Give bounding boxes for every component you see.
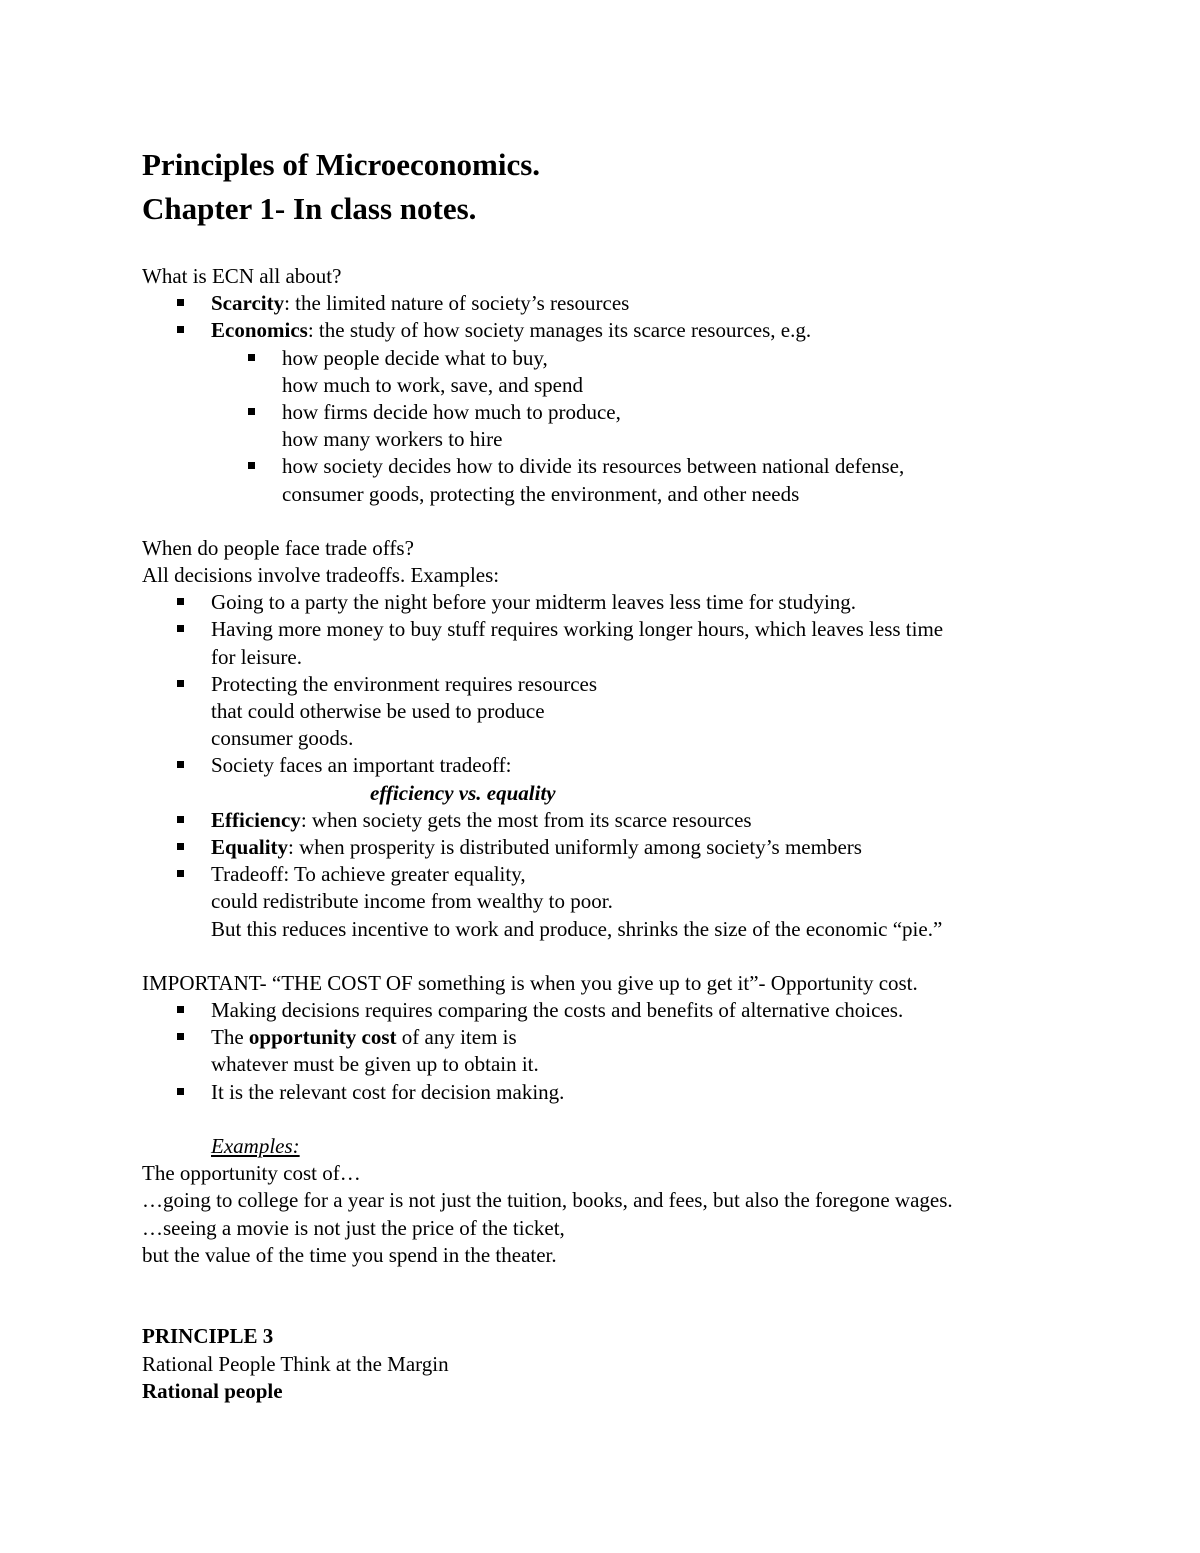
sub-bullet-continuation: how many workers to hire <box>282 427 503 452</box>
bullet-text: It is the relevant cost for decision making. <box>211 1079 565 1104</box>
bullet-text: Protecting the environment requires resources <box>211 671 598 696</box>
square-bullet-icon <box>177 1088 184 1095</box>
spacer <box>142 1106 1152 1133</box>
bold-line <box>142 1378 1152 1405</box>
square-bullet-icon <box>177 761 184 768</box>
bullet-text: Tradeoff: To achieve greater equality, <box>211 862 526 887</box>
spacer <box>142 943 1152 970</box>
example-line: but the value of the time you spend in the theater. <box>142 1242 557 1267</box>
bullet-continuation: for leisure. <box>211 644 302 669</box>
example-line: …seeing a movie is not just the price of the ticket, <box>142 1215 565 1240</box>
bullet-item <box>142 997 1152 1024</box>
bullet-item <box>142 861 1152 888</box>
document-title <box>142 143 540 231</box>
definition-text: : when prosperity is distributed uniformly among society’s members <box>288 834 862 859</box>
definition-text: : the limited nature of society’s resources <box>284 291 630 316</box>
important-heading: IMPORTANT- “THE COST OF something is when you give up to get it”- Opportunity cost. <box>142 970 918 995</box>
title-line-1: Principles of Microeconomics. <box>142 147 541 182</box>
square-bullet-icon <box>177 843 184 850</box>
term-scarcity: Scarcity <box>211 291 285 316</box>
bullet-text: Society faces an important tradeoff: <box>211 753 512 778</box>
bullet-text-prefix: The <box>211 1025 249 1050</box>
principle-heading-text: PRINCIPLE 3 <box>142 1324 274 1349</box>
bullet-item <box>142 290 1152 317</box>
bullet-item <box>142 752 1152 779</box>
sub-bullet-item <box>142 399 1152 426</box>
notes-body <box>142 263 1152 1405</box>
bullet-text-suffix: of any item is <box>396 1025 517 1050</box>
bullet-item <box>142 834 1152 861</box>
sub-bullet-item <box>142 453 1152 480</box>
bullet-text: Having more money to buy stuff requires working longer hours, which leaves less time <box>211 617 944 642</box>
example-line: The opportunity cost of… <box>142 1161 361 1186</box>
square-bullet-icon <box>177 1033 184 1040</box>
term-opportunity-cost: opportunity cost <box>248 1025 397 1050</box>
square-bullet-icon <box>248 462 255 469</box>
section-question: What is ECN all about? <box>142 264 342 288</box>
spacer <box>142 1296 1152 1323</box>
bullet-continuation: whatever must be given up to obtain it. <box>211 1052 539 1077</box>
principle-subheading: Rational People Think at the Margin <box>142 1351 449 1376</box>
square-bullet-icon <box>177 680 184 687</box>
bullet-continuation: that could otherwise be used to produce <box>211 699 545 723</box>
term-equality: Equality <box>211 834 289 859</box>
spacer <box>142 1269 1152 1296</box>
square-bullet-icon <box>177 299 184 306</box>
sub-bullet-continuation: consumer goods, protecting the environment, and other needs <box>282 481 800 506</box>
square-bullet-icon <box>177 625 184 632</box>
bullet-item <box>142 1079 1152 1106</box>
title-line-2: Chapter 1- In class notes. <box>142 191 477 226</box>
definition-text: : the study of how society manages its scarce resources, e.g. <box>307 318 812 343</box>
bullet-item <box>142 616 1152 643</box>
bullet-item <box>142 807 1152 834</box>
section-intro: All decisions involve tradeoffs. Examples: <box>142 563 500 588</box>
term-economics: Economics <box>211 318 308 343</box>
square-bullet-icon <box>177 870 184 877</box>
definition-text: : when society gets the most from its scarce resources <box>300 807 752 832</box>
sub-bullet-text: how society decides how to divide its resources between national defense, <box>282 454 905 479</box>
bullet-text: Making decisions requires comparing the costs and benefits of alternative choices. <box>211 998 904 1023</box>
bullet-text: Going to a party the night before your midterm leaves less time for studying. <box>211 590 857 615</box>
spacer <box>142 508 1152 535</box>
square-bullet-icon <box>177 326 184 333</box>
bullet-item <box>142 317 1152 344</box>
sub-bullet-item <box>142 345 1152 372</box>
section-question: When do people face trade offs? <box>142 535 414 560</box>
bullet-continuation: But this reduces incentive to work and produce, shrinks the size of the economic “pie.” <box>211 916 943 941</box>
term-efficiency: Efficiency <box>211 807 301 832</box>
bullet-item <box>142 671 1152 698</box>
bullet-continuation: could redistribute income from wealthy to poor. <box>211 889 613 914</box>
bold-line-text: Rational people <box>142 1378 283 1403</box>
square-bullet-icon <box>177 816 184 823</box>
examples-label: Examples: <box>211 1134 300 1158</box>
emphasized-tradeoff: efficiency vs. equality <box>370 780 556 805</box>
square-bullet-icon <box>177 598 184 605</box>
bullet-item <box>142 589 1152 616</box>
sub-bullet-text: how people decide what to buy, <box>282 345 548 370</box>
square-bullet-icon <box>177 1006 184 1013</box>
bullet-item <box>142 1024 1152 1051</box>
sub-bullet-continuation: how much to work, save, and spend <box>282 372 583 397</box>
example-line: …going to college for a year is not just the tuition, books, and fees, but also the foregone wages. <box>142 1188 953 1213</box>
bullet-continuation: consumer goods. <box>211 726 354 751</box>
principle-heading <box>142 1323 1152 1350</box>
sub-bullet-text: how firms decide how much to produce, <box>282 399 621 424</box>
square-bullet-icon <box>248 354 255 361</box>
square-bullet-icon <box>248 408 255 415</box>
